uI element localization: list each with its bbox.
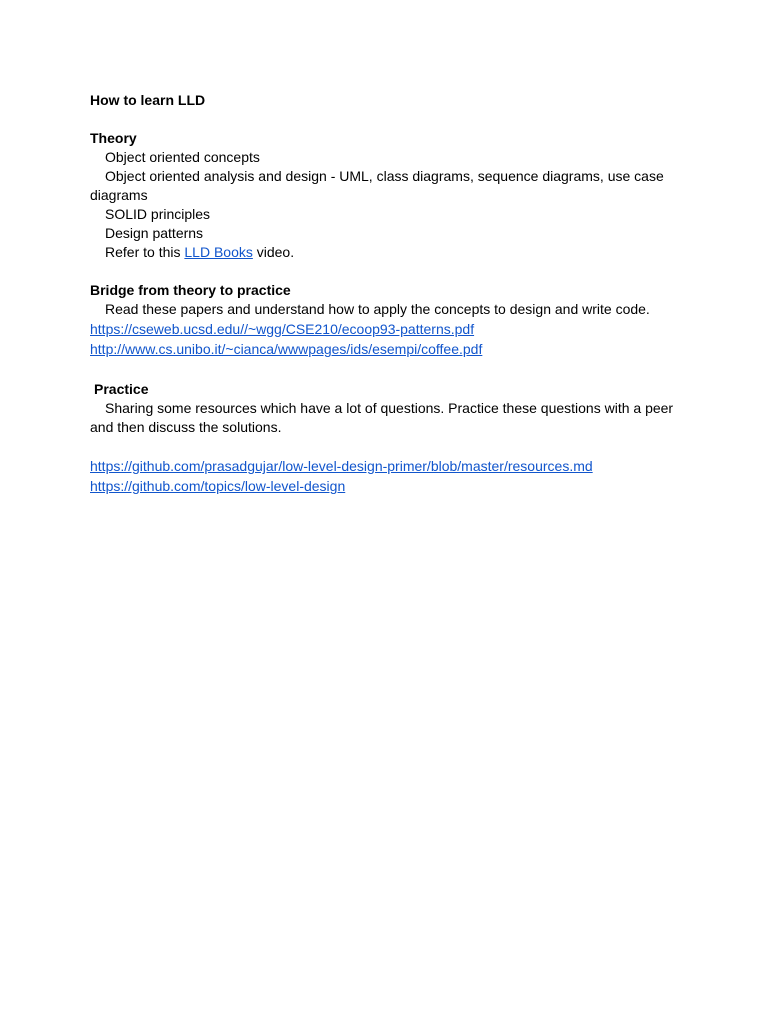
practice-text: Sharing some resources which have a lot of questions. Practice these questions with a peer and then discuss the solutions. bbox=[90, 400, 674, 435]
document-page bbox=[90, 91, 680, 496]
spacer bbox=[90, 359, 680, 380]
resource-link[interactable]: https://github.com/topics/low-level-design bbox=[90, 478, 346, 494]
spacer bbox=[90, 262, 680, 281]
bridge-heading: Bridge from theory to practice bbox=[90, 282, 291, 298]
refer-suffix: video. bbox=[252, 244, 295, 260]
theory-item: Object oriented concepts bbox=[105, 149, 260, 165]
theory-item: SOLID principles bbox=[105, 206, 211, 222]
document-title: How to learn LLD bbox=[90, 92, 206, 108]
theory-item: Object oriented analysis and design - UML, class diagrams, sequence diagrams, use case diagrams bbox=[90, 168, 664, 203]
spacer bbox=[90, 110, 680, 129]
theory-item: Design patterns bbox=[105, 225, 204, 241]
paper-link[interactable]: http://www.cs.unibo.it/~cianca/wwwpages/ids/esempi/coffee.pdf bbox=[90, 341, 483, 357]
lld-books-link[interactable]: LLD Books bbox=[184, 244, 253, 260]
theory-refer-line bbox=[90, 243, 680, 262]
practice-heading: Practice bbox=[94, 381, 149, 397]
paper-link[interactable]: https://cseweb.ucsd.edu//~wgg/CSE210/ecoop93-patterns.pdf bbox=[90, 321, 475, 337]
spacer bbox=[90, 437, 680, 456]
refer-prefix: Refer to this bbox=[105, 244, 185, 260]
resource-link[interactable]: https://github.com/prasadgujar/low-level-design-primer/blob/master/resources.md bbox=[90, 458, 593, 474]
bridge-text: Read these papers and understand how to apply the concepts to design and write code. bbox=[105, 301, 650, 317]
theory-heading: Theory bbox=[90, 130, 137, 146]
